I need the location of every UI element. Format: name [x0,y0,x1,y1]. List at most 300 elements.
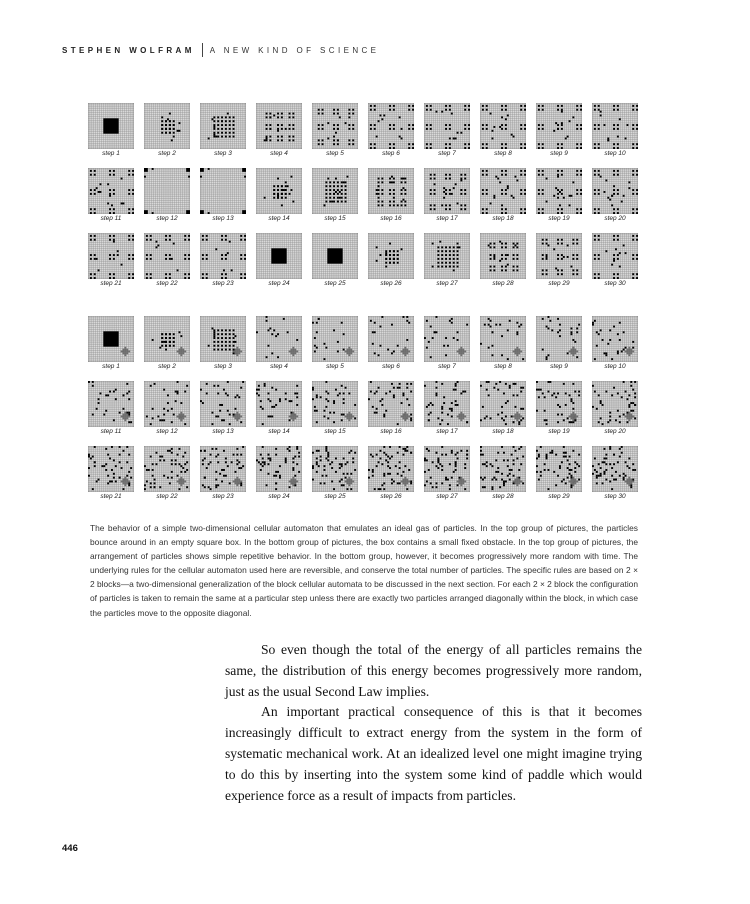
particle-cell [171,459,173,461]
particle-cell [482,486,484,488]
particle-cell [184,239,186,241]
particle-cell [217,385,219,387]
particle-cell [184,277,186,279]
particle-cell [486,465,488,467]
particle-cell [210,454,212,456]
particle-cell [88,381,90,383]
particle-cell [557,147,559,149]
particle-cell [161,116,163,118]
particle-cell [217,116,219,118]
particle-cell [345,185,347,187]
particle-cell [217,337,219,339]
particle-cell [511,134,513,136]
particle-cell [96,187,98,189]
particle-cell [604,448,606,450]
particle-cell [341,185,343,187]
particle-cell [103,465,105,467]
particle-cell [167,394,169,396]
particle-cell [347,488,349,490]
particle-cell [561,170,563,172]
particle-cell [113,235,115,237]
particle-cell [617,189,619,191]
particle-cell [501,147,503,149]
particle-cell [636,189,638,191]
obstacle-cell [627,351,629,353]
particle-cell [339,393,341,395]
particle-cell [348,113,350,115]
particle-cell [513,463,515,465]
particle-cell [233,345,235,347]
particle-cell [348,116,350,118]
particle-cell [522,456,524,458]
particle-cell [604,473,606,475]
particle-cell [132,208,134,210]
automaton-step [592,233,638,289]
particle-cell [520,387,522,389]
particle-cell [242,168,246,172]
particle-cell [271,248,286,263]
particle-cell [561,258,563,260]
particle-cell [604,352,606,354]
step-label: step 28 [492,493,514,500]
particle-cell [572,408,574,410]
particle-cell [231,461,233,463]
particle-cell [206,258,208,260]
particle-cell [109,239,111,241]
particle-cell [345,189,347,191]
particle-cell [150,423,152,425]
particle-cell [269,128,271,130]
particle-cell [103,118,118,133]
particle-cell [559,406,561,408]
particle-cell [401,402,403,404]
particle-cell [542,174,544,176]
obstacle-cell [236,352,238,354]
particle-cell [559,465,561,467]
particle-cell [540,389,542,391]
particle-cell [634,396,636,398]
obstacle-cell [352,416,354,418]
automaton-step [592,381,638,437]
particle-cell [393,262,395,264]
particle-cell [406,339,408,341]
obstacle-cell [403,352,405,354]
particle-cell [447,345,449,347]
particle-cell [457,262,459,264]
particle-cell [518,469,520,471]
obstacle-cell [572,347,574,349]
particle-cell [316,450,318,452]
particle-cell [119,446,121,448]
particle-cell [381,178,383,180]
particle-cell [594,109,596,111]
particle-cell [501,170,503,172]
particle-cell [457,331,459,333]
particle-cell [314,406,316,408]
particle-cell [109,208,111,210]
particle-cell [206,393,208,395]
particle-cell [518,448,520,450]
particle-cell [262,423,264,425]
automaton-step [368,168,414,224]
particle-cell [443,402,445,404]
particle-cell [391,176,393,178]
particle-cell [594,189,596,191]
step-label: step 14 [268,428,290,435]
particle-cell [439,241,441,243]
particle-cell [337,341,339,343]
particle-cell [277,471,279,473]
particle-cell [345,193,347,195]
particle-cell [128,398,130,400]
particle-cell [94,461,96,463]
particle-cell [557,170,559,172]
particle-cell [507,465,509,467]
obstacle-cell [460,347,462,349]
particle-cell [617,410,619,412]
particle-cell [221,481,223,483]
particle-cell [154,482,156,484]
particle-cell [281,128,283,130]
particle-cell [460,193,462,195]
particle-cell [434,331,436,333]
automaton-step [256,381,302,437]
particle-cell [318,139,320,141]
particle-cell [453,389,455,391]
obstacle-cell [459,352,461,354]
particle-cell [329,189,331,191]
particle-cell [225,254,227,256]
particle-cell [559,204,561,206]
particle-cell [576,273,578,275]
particle-cell [233,352,235,354]
particle-cell [617,461,619,463]
particle-cell [287,185,289,187]
particle-cell [549,381,551,383]
particle-cell [285,458,287,460]
particle-cell [148,469,150,471]
particle-cell [370,147,372,149]
particle-cell [412,128,414,130]
particle-cell [219,473,221,475]
particle-cell [202,235,204,237]
particle-cell [445,208,447,210]
obstacle-cell [294,482,296,484]
step-label: step 2 [158,363,176,370]
particle-cell [275,335,277,337]
particle-cell [457,381,459,383]
obstacle-cell [347,352,349,354]
particle-cell [542,254,544,256]
particle-cell [497,467,499,469]
particle-cell [546,358,548,360]
particle-cell [609,448,611,450]
obstacle-cell [460,482,462,484]
particle-cell [561,269,563,271]
particle-cell [150,486,152,488]
particle-cell [397,423,399,425]
particle-cell [482,212,484,214]
particle-cell [441,383,443,385]
particle-cell [289,128,291,130]
particle-cell [430,482,432,484]
particle-cell [90,170,92,172]
particle-cell [169,277,171,279]
particle-cell [213,385,215,387]
particle-cell [505,124,507,126]
obstacle-cell [462,479,464,481]
particle-cell [580,109,582,111]
particle-cell [432,404,434,406]
particle-cell [393,124,395,126]
particle-cell [169,128,171,130]
automaton-step [536,316,582,372]
particle-cell [279,400,281,402]
obstacle-cell [460,484,462,486]
obstacle-cell [124,416,126,418]
particle-cell [381,189,383,191]
particle-cell [92,381,94,383]
particle-cell [555,454,557,456]
particle-cell [146,277,148,279]
particle-cell [484,486,486,488]
particle-cell [115,389,117,391]
particle-cell [598,273,600,275]
particle-cell [576,193,578,195]
particle-cell [354,404,356,406]
particle-cell [426,320,428,322]
particle-cell [378,178,380,180]
particle-cell [103,414,105,416]
particle-cell [109,189,111,191]
particle-cell [90,212,92,214]
particle-cell [269,400,271,402]
particle-cell [169,482,171,484]
particle-cell [598,174,600,176]
obstacle-cell [462,352,464,354]
obstacle-cell [627,349,629,351]
particle-cell [578,465,580,467]
particle-cell [277,124,279,126]
particle-cell [279,465,281,467]
particle-cell [490,113,492,115]
particle-cell [492,331,494,333]
obstacle-cell [235,416,237,418]
particle-cell [441,454,443,456]
particle-cell [244,254,246,256]
particle-cell [296,339,298,341]
particle-cell [604,124,606,126]
step-label: step 8 [494,363,512,370]
particle-cell [94,235,96,237]
particle-cell [404,204,406,206]
particle-cell [503,393,505,395]
particle-cell [437,461,439,463]
particle-cell [271,416,273,418]
particle-cell [387,349,389,351]
automaton-grid [424,233,470,279]
particle-cell [180,402,182,404]
particle-cell [221,132,223,134]
particle-cell [572,269,574,271]
obstacle-cell [240,351,242,353]
particle-cell [374,393,376,395]
particle-cell [513,254,515,256]
particle-cell [424,337,426,339]
particle-cell [628,467,630,469]
particle-cell [634,404,636,406]
particle-cell [451,113,453,115]
particle-cell [165,345,167,347]
particle-cell [225,458,227,460]
particle-cell [320,459,322,461]
particle-cell [428,419,430,421]
step-label: step 29 [548,493,570,500]
particle-cell [90,458,92,460]
particle-cell [236,459,238,461]
particle-cell [202,463,204,465]
particle-cell [163,389,165,391]
particle-cell [551,450,553,452]
automaton-step [424,446,470,502]
step-label: step 27 [436,280,458,287]
particle-cell [553,248,555,250]
particle-cell [393,128,395,130]
particle-cell [374,331,376,333]
particle-cell [123,408,125,410]
particle-cell [437,254,439,256]
particle-cell [486,193,488,195]
particle-cell [576,258,578,260]
particle-cell [171,139,173,141]
particle-cell [482,454,484,456]
particle-cell [370,391,372,393]
step-label: step 5 [326,363,344,370]
particle-cell [445,250,447,252]
obstacle-cell [238,481,240,483]
particle-cell [312,387,314,389]
particle-cell [516,331,518,333]
particle-cell [354,452,356,454]
obstacle-cell [520,416,522,418]
step-label: step 26 [380,280,402,287]
particle-cell [333,197,335,199]
particle-cell [516,246,518,248]
particle-cell [217,128,219,130]
particle-cell [289,116,291,118]
obstacle-cell [291,479,293,481]
obstacle-cell [460,351,462,353]
particle-cell [325,381,327,383]
particle-cell [352,143,354,145]
obstacle-cell [404,349,406,351]
particle-cell [511,454,513,456]
automaton-step [144,168,190,224]
particle-cell [169,113,171,115]
particle-cell [225,273,227,275]
particle-cell [370,320,372,322]
obstacle-cell [569,351,571,353]
obstacle-cell [459,414,461,416]
particle-cell [621,452,623,454]
particle-cell [161,337,163,339]
particle-cell [225,132,227,134]
particle-cell [634,393,636,395]
particle-cell [613,326,615,328]
particle-cell [424,471,426,473]
particle-cell [130,467,132,469]
particle-cell [316,471,318,473]
particle-cell [240,421,242,423]
step-label: step 2 [158,150,176,157]
particle-cell [453,258,455,260]
obstacle-cell [291,482,293,484]
particle-cell [542,258,544,260]
particle-cell [343,402,345,404]
automaton-step [256,446,302,502]
obstacle-cell [347,414,349,416]
automaton-grid [200,168,246,214]
obstacle-cell [406,351,408,353]
automaton-step [312,168,358,224]
particle-cell [636,124,638,126]
particle-cell [524,193,526,195]
particle-cell [628,404,630,406]
obstacle-cell [628,347,630,349]
particle-cell [430,128,432,130]
particle-cell [380,488,382,490]
particle-cell [571,398,573,400]
particle-cell [445,204,447,206]
particle-cell [505,208,507,210]
particle-cell [455,400,457,402]
particle-cell [455,469,457,471]
particle-cell [497,389,499,391]
particle-cell [341,385,343,387]
particle-cell [119,477,121,479]
automaton-grid [424,446,470,492]
obstacle-cell [404,482,406,484]
automaton-grid [368,103,414,149]
particle-cell [378,488,380,490]
particle-cell [325,398,327,400]
particle-cell [576,243,578,245]
particle-cell [598,235,600,237]
particle-cell [509,479,511,481]
particle-cell [499,260,501,262]
particle-cell [505,143,507,145]
particle-cell [464,193,466,195]
particle-cell [281,193,283,195]
particle-cell [227,410,229,412]
automaton-step [368,316,414,372]
particle-cell [329,197,331,199]
particle-cell [410,419,412,421]
particle-cell [544,410,546,412]
obstacle-cell [294,417,296,419]
particle-cell [524,189,526,191]
particle-cell [441,266,443,268]
particle-cell [636,208,638,210]
obstacle-cell [348,416,350,418]
obstacle-cell [408,481,410,483]
particle-cell [329,193,331,195]
particle-cell [404,448,406,450]
particle-cell [490,269,492,271]
particle-cell [602,461,604,463]
particle-cell [449,193,451,195]
particle-cell [572,254,574,256]
